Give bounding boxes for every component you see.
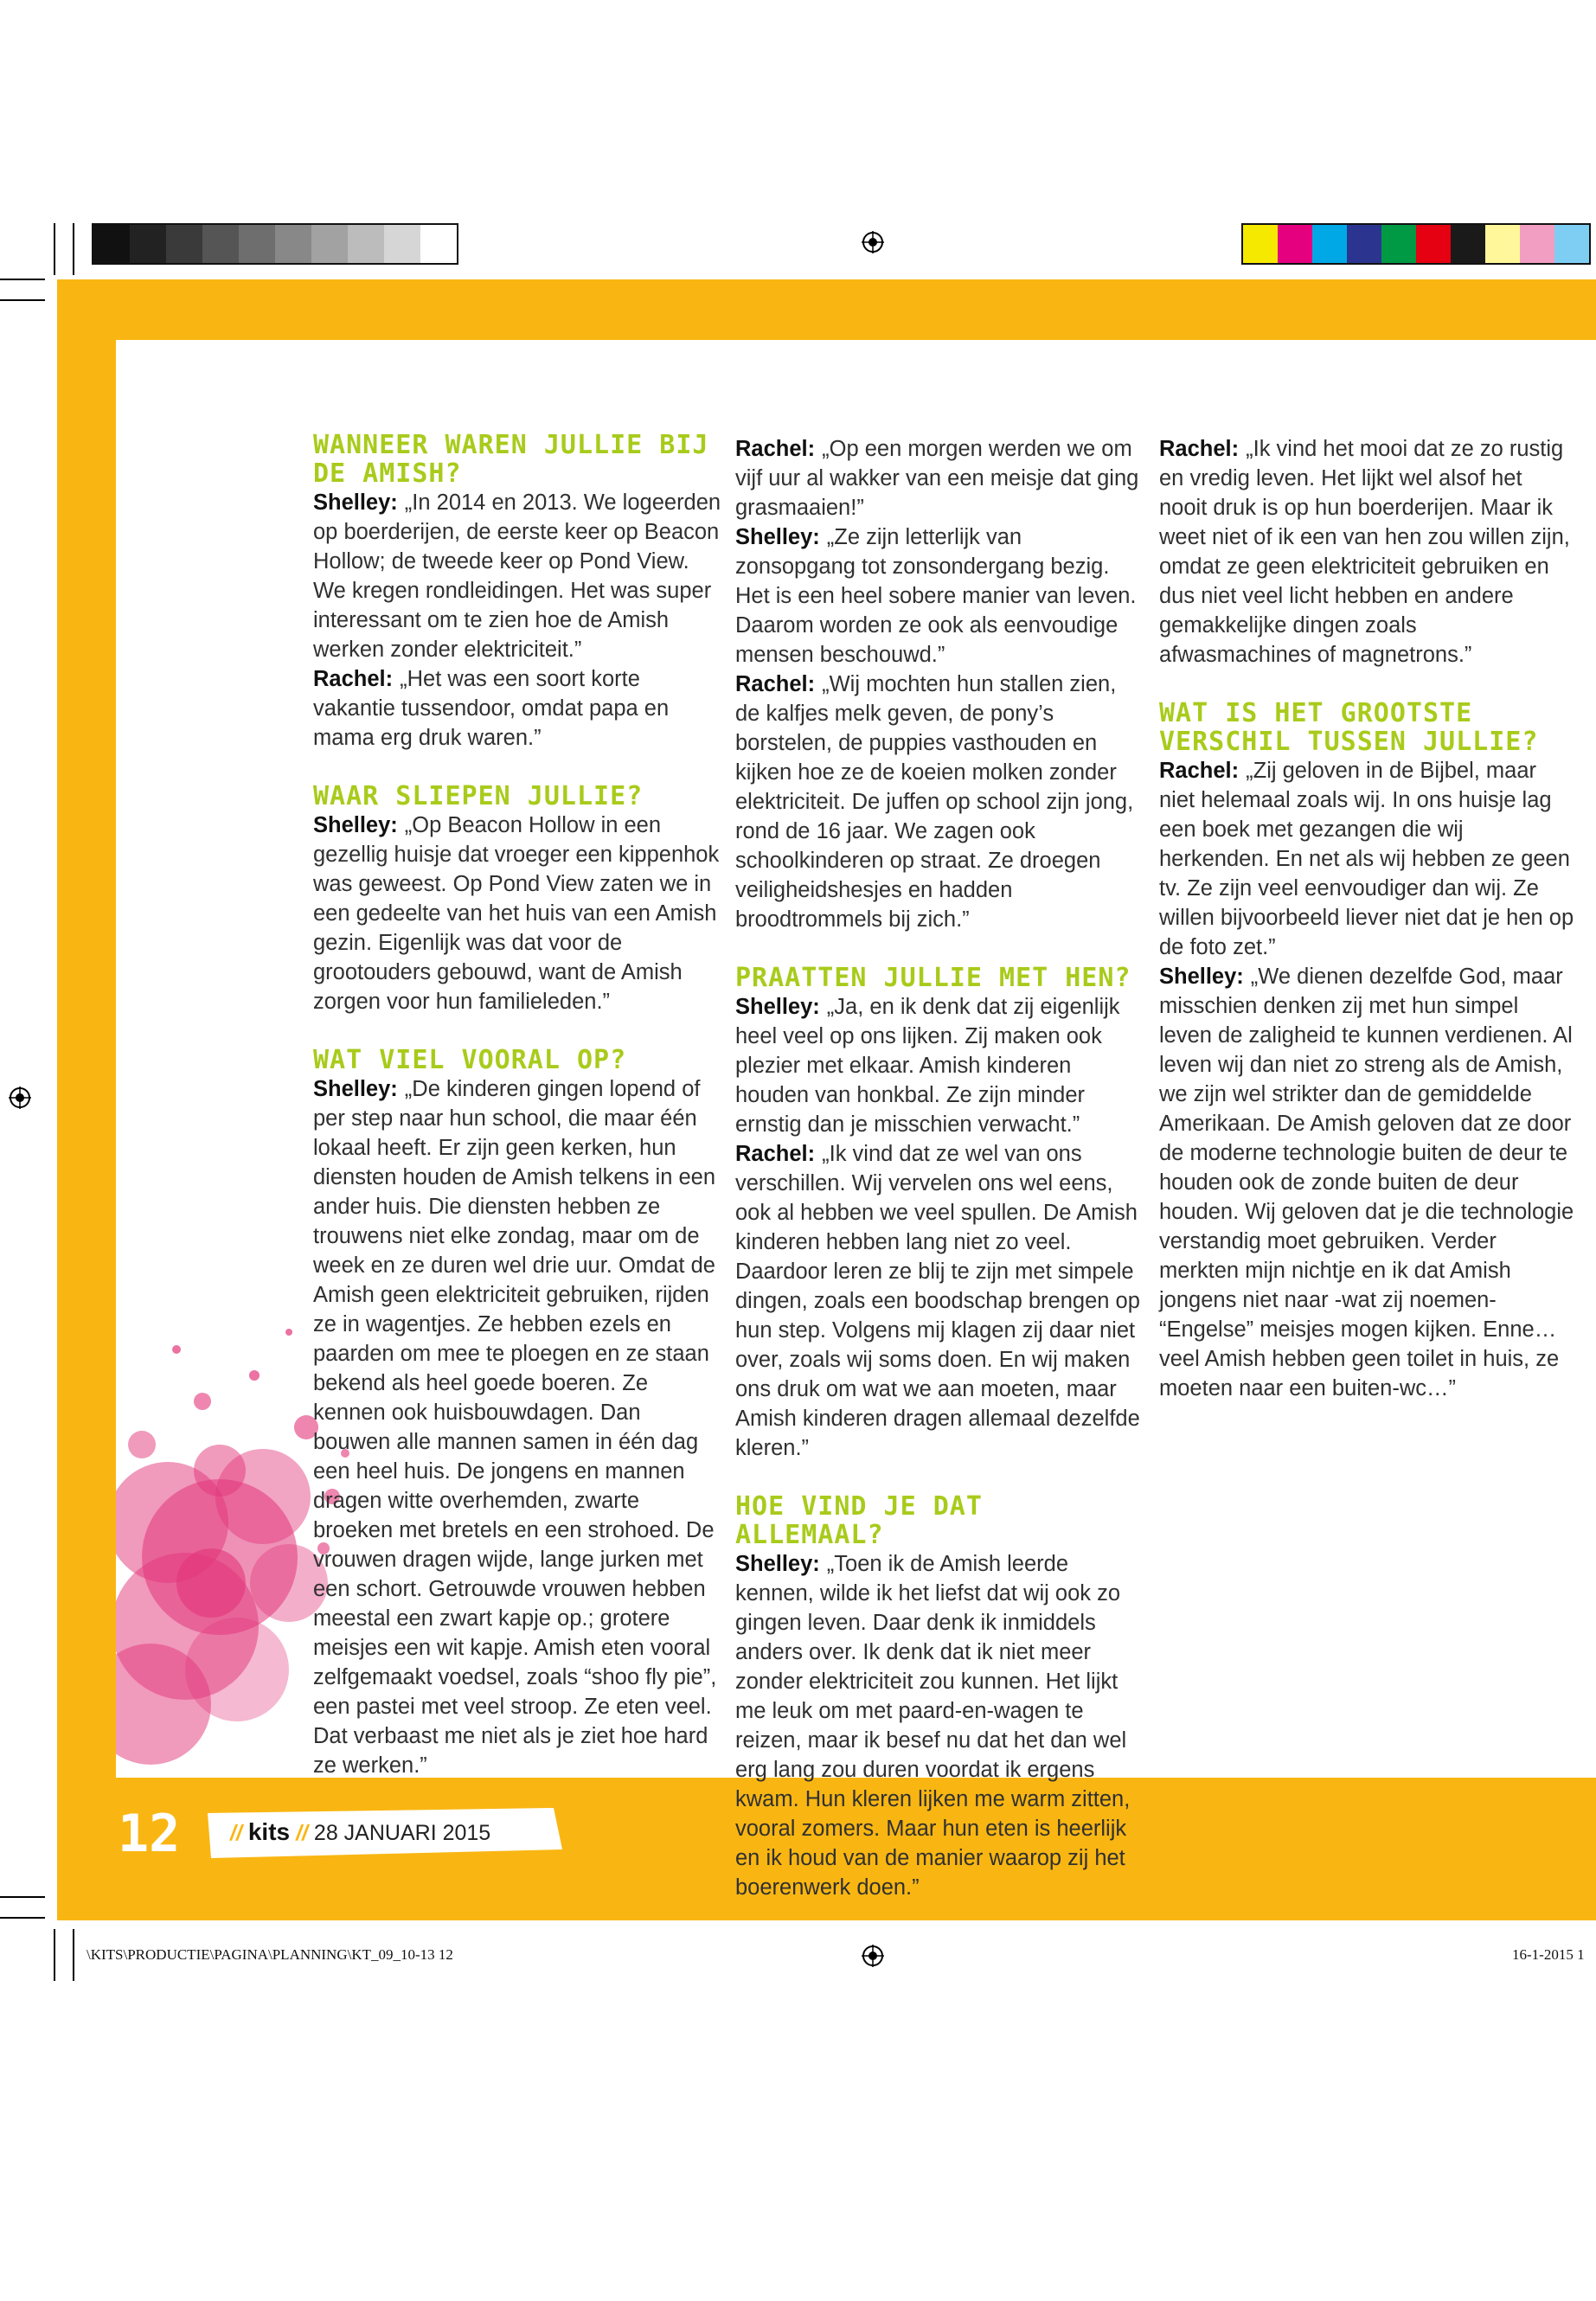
gray-swatch: [311, 225, 348, 263]
interview-answer: [1159, 962, 1574, 1403]
color-swatch: [1243, 225, 1278, 263]
interview-answer: [735, 670, 1142, 934]
print-date-slug: 16-1-2015 1: [1512, 1946, 1585, 1963]
answer-text: „Ik vind dat ze wel van ons verschillen. Wij vervelen ons wel eens, ook al hebben we veel spullen. De Amish kinderen hebben lang niet zo veel. Daardoor leren ze blij te zijn met simpele dingen, zoals een boodschap brengen op hun step. Volgens mij klagen zij daar niet over, zoals wij soms doen. En wij maken ons druk om wat we aan moeten, maar Amish kinderen dragen allemaal dezelfde kleren.”: [735, 1142, 1140, 1460]
gray-swatch: [93, 225, 130, 263]
speaker-name: Shelley:: [313, 490, 398, 515]
crop-mark: [0, 1917, 45, 1919]
magazine-brand: kits: [247, 1818, 291, 1845]
answer-text: „Zij geloven in de Bijbel, maar niet helemaal zoals wij. In ons huisje lag een boek met gezangen die wij herkenden. En net als wij hebben ze geen tv. Ze zijn veel eenvoudiger dan wij. Ze willen bijvoorbeeld liever niet dat je hen op de foto zet.”: [1159, 759, 1574, 959]
article-column-3: [1159, 434, 1574, 1403]
grayscale-bar: [92, 223, 458, 265]
issue-date: 28 JANUARI 2015: [313, 1821, 491, 1845]
registration-mark-icon: [9, 1086, 31, 1109]
answer-text: „Op een morgen werden we om vijf uur al wakker van een meisje dat ging grasmaaien!”: [735, 437, 1139, 520]
crop-mark: [73, 1929, 74, 1981]
speaker-name: Rachel:: [1159, 759, 1240, 783]
color-swatch: [1312, 225, 1347, 263]
interview-answer: [1159, 434, 1574, 670]
section-heading: HOE VIND JE DAT ALLEMAAL?: [735, 1491, 983, 1550]
interview-answer: [735, 1549, 1142, 1902]
color-swatch: [1554, 225, 1589, 263]
section-heading: WAAR SLIEPEN JULLIE?: [313, 781, 644, 811]
answer-text: „In 2014 en 2013. We logeerden op boerderijen, de eerste keer op Beacon Hollow; de tweede keer op Pond View. We kregen rondleidingen. Het was super interessant om te zien hoe de Amish werken zonder elektriciteit.”: [313, 490, 721, 662]
interview-answer: [313, 1074, 721, 1780]
speaker-name: Rachel:: [735, 437, 816, 461]
answer-text: „Wij mochten hun stallen zien, de kalfjes melk geven, de pony’s borstelen, de puppies vasthouden en kijken hoe ze de koeien molken zonder elektriciteit. De juffen op school zijn jong, rond de 16 jaar. We zagen ook schoolkinderen op straat. Ze droegen veiligheidshesjes en hadden broodtrommels bij zich.”: [735, 672, 1134, 932]
color-swatch: [1520, 225, 1554, 263]
interview-answer: [313, 664, 721, 753]
interview-answer: [1159, 756, 1574, 962]
gray-swatch: [239, 225, 275, 263]
answer-text: „Ja, en ik denk dat zij eigenlijk heel veel op ons lijken. Zij maken ook plezier met elkaar. Amish kinderen houden van honkbal. Ze zijn minder ernstig dan je misschien verwacht.”: [735, 995, 1120, 1137]
interview-answer: [735, 992, 1142, 1139]
article-column-1: [313, 431, 721, 1780]
crop-mark: [73, 223, 74, 275]
footer-slash: //: [296, 1821, 308, 1845]
color-swatch: [1451, 225, 1485, 263]
gray-swatch: [166, 225, 202, 263]
gray-swatch: [348, 225, 384, 263]
gray-swatch: [130, 225, 166, 263]
page-number: 12: [118, 1804, 181, 1864]
speaker-name: Shelley:: [735, 1552, 820, 1576]
interview-answer: [735, 522, 1142, 670]
section-heading: PRAATTEN JULLIE MET HEN?: [735, 963, 1131, 993]
speaker-name: Shelley:: [735, 995, 820, 1019]
color-swatch: [1347, 225, 1381, 263]
color-swatch: [1381, 225, 1416, 263]
gray-swatch: [275, 225, 311, 263]
file-path-slug: \KITS\PRODUCTIE\PAGINA\PLANNING\KT_09_10-13 12: [87, 1946, 453, 1963]
crop-mark: [0, 1896, 45, 1898]
section-heading: WAT IS HET GROOTSTE VERSCHIL TUSSEN JULLIE?: [1159, 698, 1539, 757]
registration-mark-icon: [862, 231, 884, 253]
footer-slash: //: [230, 1821, 242, 1845]
page-frame-top: [57, 279, 1596, 340]
answer-text: „De kinderen gingen lopend of per step naar hun school, die maar één lokaal heeft. Er zijn geen kerken, hun diensten houden de Amish telkens in een ander huis. Die diensten hebben ze trouwens niet elke zondag, maar om de week en ze duren wel drie uur. Omdat de Amish geen elektriciteit gebruiken, rijden ze in wagentjes. Ze hebben ezels en paarden om mee te ploegen en ze staan bekend als heel goede boeren. Ze kennen ook huisbouwdagen. Dan bouwen alle mannen samen in één dag een heel huis. De jongens en mannen dragen witte overhemden, zwarte broeken met bretels en een strohoed. De vrouwen dragen wijde, lange jurken met een schort. Getrouwde vrouwen hebben meestal een zwart kapje op.; grotere meisjes een wit kapje. Amish eten vooral zelfgemaakt voedsel, zoals “shoo fly pie”, een pastei met veel stroop. Ze eten veel. Dat verbaast me niet als je ziet hoe hard ze werken.”: [313, 1077, 717, 1778]
interview-answer: [313, 811, 721, 1016]
answer-text: „Ik vind het mooi dat ze zo rustig en vredig leven. Het lijkt wel alsof het nooit druk is op hun boerderijen. Maar ik weet niet of ik een van hen zou willen zijn, omdat ze geen elektriciteit gebruiken en dus niet veel licht hebben en andere gemakkelijke dingen zoals afwasmachines of magnetrons.”: [1159, 437, 1570, 667]
crop-mark: [54, 1929, 55, 1981]
gray-swatch: [384, 225, 420, 263]
speaker-name: Rachel:: [1159, 437, 1240, 461]
speaker-name: Rachel:: [735, 672, 816, 696]
color-swatch: [1278, 225, 1312, 263]
answer-text: „We dienen dezelfde God, maar misschien denken zij met hun simpel leven de zaligheid te kunnen verdienen. Al leven wij dan niet zo streng als de Amish, we zijn wel strikter dan de gemiddelde Amerikaan. De Amish geloven dat ze door de moderne technologie buiten de deur te houden ook de zonde buiten de deur houden. Wij geloven dat je die technologie verstandig moet gebruiken. Verder merkten mijn nichtje en ik dat Amish jongens niet naar -wat zij noemen- “Engelse” meisjes mogen kijken. Enne… veel Amish hebben geen toilet in huis, ze moeten naar een buiten-wc…”: [1159, 965, 1574, 1400]
footer-credit: [230, 1818, 490, 1846]
crop-mark: [0, 279, 45, 280]
registration-mark-icon: [862, 1945, 884, 1967]
crop-mark: [0, 299, 45, 301]
speaker-name: Rachel:: [735, 1142, 816, 1166]
color-bar: [1241, 223, 1591, 265]
gray-swatch: [202, 225, 239, 263]
color-swatch: [1485, 225, 1520, 263]
crop-mark: [54, 223, 55, 275]
answer-text: „Het was een soort korte vakantie tussendoor, omdat papa en mama erg druk waren.”: [313, 667, 670, 750]
speaker-name: Shelley:: [1159, 965, 1244, 989]
interview-answer: [313, 488, 721, 664]
section-heading: WAT VIEL VOORAL OP?: [313, 1045, 627, 1075]
page-frame-left: [57, 279, 116, 1920]
gray-swatch: [420, 225, 457, 263]
section-heading: WANNEER WAREN JULLIE BIJ DE AMISH?: [313, 430, 709, 489]
interview-answer: [735, 1139, 1142, 1463]
speaker-name: Shelley:: [313, 1077, 398, 1101]
color-swatch: [1416, 225, 1451, 263]
answer-text: „Ze zijn letterlijk van zonsopgang tot zonsondergang bezig. Het is een heel sobere manier van leven. Daarom worden ze ook als eenvoudige mensen beschouwd.”: [735, 525, 1137, 667]
speaker-name: Shelley:: [735, 525, 820, 549]
article-column-2: [735, 434, 1142, 1902]
answer-text: „Toen ik de Amish leerde kennen, wilde ik het liefst dat wij ook zo gingen leven. Daar denk ik inmiddels anders over. Ik denk dat ik niet meer zonder elektriciteit zou kunnen. Het lijkt me leuk om met paard-en-wagen te reizen, maar ik besef nu dat het dan wel erg lang zou duren voordat ik ergens kwam. Hun kleren lijken me warm zitten, vooral zomers. Maar hun eten is heerlijk en ik houd van de manier waarop zij het boerenwerk doen.”: [735, 1552, 1131, 1900]
speaker-name: Shelley:: [313, 813, 398, 837]
speaker-name: Rachel:: [313, 667, 394, 691]
interview-answer: [735, 434, 1142, 522]
answer-text: „Op Beacon Hollow in een gezellig huisje dat vroeger een kippenhok was geweest. Op Pond View zaten we in een gedeelte van het huis van een Amish gezin. Eigenlijk was dat voor de grootouders gebouwd, want de Amish zorgen voor hun familieleden.”: [313, 813, 720, 1014]
